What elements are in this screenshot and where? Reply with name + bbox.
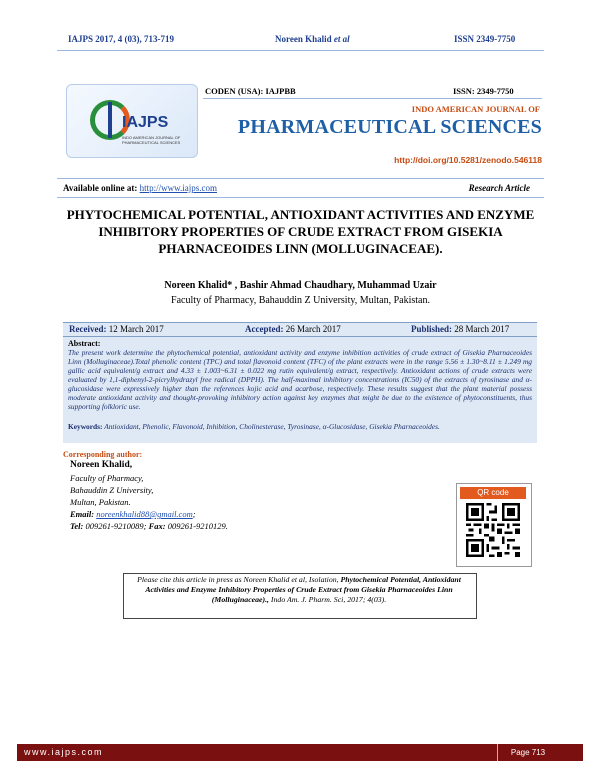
running-authors (275, 34, 350, 44)
caduceus-icon (108, 102, 112, 138)
corresponding-email (70, 509, 196, 519)
journal-reference: IAJPS 2017, 4 (03), 713-719 (68, 34, 174, 44)
citation-suffix: Indo Am. J. Pharm. Sci, 2017; 4(03). (270, 595, 387, 604)
accepted-date (245, 323, 341, 336)
availability-top-divider (57, 178, 544, 179)
article-affiliation: Faculty of Pharmacy, Bahauddin Z University, Multan, Pakistan. (171, 295, 430, 306)
header-divider (57, 50, 544, 51)
article-type: Research Article (468, 183, 530, 193)
corresponding-address-line: Multan, Pakistan. (70, 497, 131, 507)
availability-bottom-divider (57, 197, 544, 198)
keywords-list: Antioxidant, Phenolic, Flavonoid, Inhibition, Cholinesterase, Tyrosinase, α-Glucosidase, Gisekia Pharnaceoides. (104, 422, 440, 431)
tel-label: Tel: (70, 521, 84, 531)
citation-prefix: Please cite this article in press as Noreen Khalid et al, Isolation, (137, 575, 339, 584)
journal-name-line2: PHARMACEUTICAL SCIENCES (237, 116, 542, 138)
corresponding-address-line: Faculty of Pharmacy, (70, 473, 144, 483)
published-date (411, 323, 509, 336)
fax-value: 009261-9210129. (167, 521, 228, 531)
logo-text: IAJPS (122, 114, 169, 131)
email-link[interactable]: noreenkhalid88@gmail.com (96, 509, 193, 519)
corresponding-phone (70, 521, 228, 531)
logo-subtext: INDO AMERICAN JOURNAL OF PHARMACEUTICAL SCIENCES (122, 135, 181, 145)
keywords (68, 422, 532, 431)
tel-value: 009261-9210089; (85, 521, 147, 531)
article-authors: Noreen Khalid* , Bashir Ahmad Chaudhary, Muhammad Uzair (164, 280, 437, 291)
corresponding-name: Noreen Khalid, (70, 460, 133, 470)
received-date (69, 323, 164, 336)
journal-name-line1: INDO AMERICAN JOURNAL OF (411, 104, 540, 114)
journal-website-link[interactable]: http://www.iajps.com (139, 183, 218, 193)
masthead-divider (203, 98, 542, 99)
accepted-value: 26 March 2017 (285, 324, 341, 334)
running-authors-etal: et al (333, 34, 350, 44)
corresponding-heading: Corresponding author: (63, 450, 143, 459)
running-authors-name: Noreen Khalid (275, 34, 332, 44)
email-suffix: ; (192, 509, 196, 519)
received-label: Received: (69, 324, 107, 334)
doi-link[interactable]: http://doi.org/10.5281/zenodo.546118 (394, 155, 542, 165)
article-title: PHYTOCHEMICAL POTENTIAL, ANTIOXIDANT ACTIVITIES AND ENZYME INHIBITORY PROPERTIES OF CRUDE EXTRACT FROM GISEKIA PHARNACEOIDES LINN (MOLLUGINACEAE). (66, 207, 535, 256)
qr-code-icon[interactable] (466, 503, 520, 557)
abstract-heading: Abstract: (68, 339, 101, 348)
header-issn: ISSN 2349-7750 (454, 34, 516, 44)
article-dates (63, 322, 537, 337)
received-value: 12 March 2017 (108, 324, 164, 334)
citation-title: Phytochemical Potential, Antioxidant Activities and Enzyme Inhibitory Properties of Crude Extract from Gisekia Pharnaceoides Linn (Molluginaceae)., (145, 575, 461, 604)
availability (63, 183, 217, 193)
corresponding-address-line: Bahauddin Z University, (70, 485, 154, 495)
qr-code-label: QR code (460, 487, 526, 499)
published-value: 28 March 2017 (454, 324, 510, 334)
published-label: Published: (411, 324, 453, 334)
footer-website[interactable]: www.iajps.com (24, 747, 104, 757)
keywords-label: Keywords: (68, 422, 103, 431)
page-number: Page 713 (497, 744, 558, 761)
accepted-label: Accepted: (245, 324, 284, 334)
fax-label: Fax: (148, 521, 166, 531)
masthead-issn: ISSN: 2349-7750 (453, 86, 514, 96)
email-label: Email: (70, 509, 95, 519)
abstract-text: The present work determine the phytochemical potential, antioxidant activity and enzyme inhibition activities of crude extract of Gisekia Pharnaceoides Linn (Molluginaceae).Total phenolic content (TPC) and total flavonoid content (TFC) of the plant extracts were in the range 5.56 ± 1.30~8.11 ± 1.249 mg gallic acid equivalent/g extract and 4.33 ± 1.003~6.31 ± 0.022 mg rutin equivalent/g extract, respectively. Antioxidant actions of crude extracts were evaluated by 1,1-diphenyl-2-picrylhydrazyl free radical (DPPH). The half-maximal inhibitory concentrations (IC50) of the extracts of tyrosinase and α-glucosidase were expressively higher than the references kojic acid and acarbose, respectively. These results suggest that the plant material possess moderate antioxidant activity and thought-provoking inhibitory action against key enzymes that might be due to the existence of phytoconstituents, thus supporting folkloric use. (68, 348, 532, 411)
availability-label: Available online at: (63, 183, 138, 193)
coden: CODEN (USA): IAJPBB (205, 86, 296, 96)
citation-text (128, 575, 470, 605)
